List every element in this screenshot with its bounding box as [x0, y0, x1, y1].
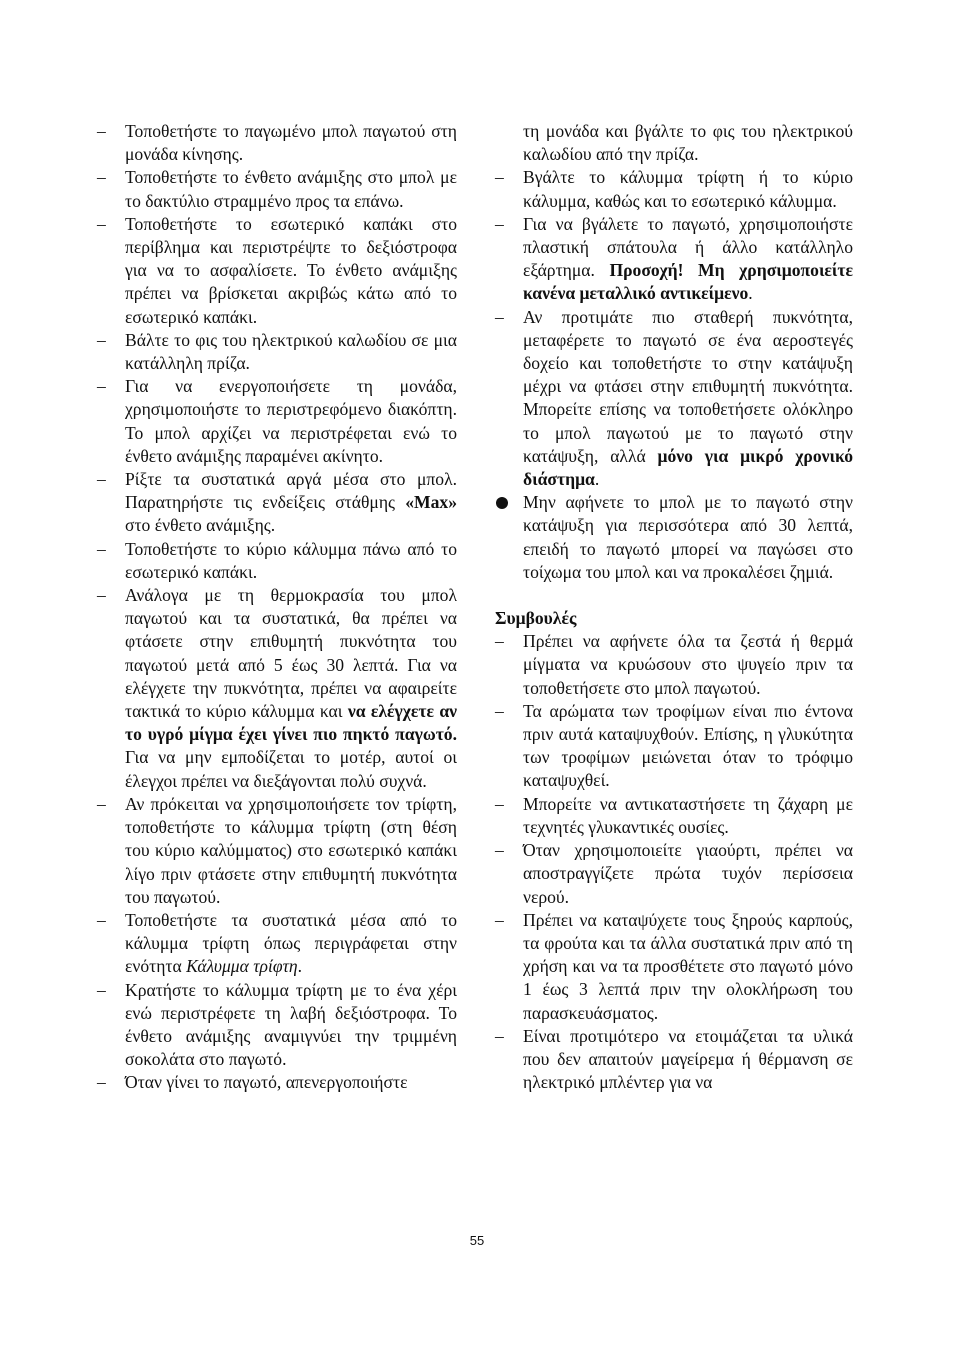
list-item	[97, 979, 457, 1072]
list-item	[495, 213, 853, 306]
item-text: Όταν γίνει το παγωτό, απενεργοποιήστε	[125, 1072, 408, 1093]
list-item	[97, 584, 457, 793]
right-column	[495, 120, 853, 1094]
dash-marker: –	[97, 1072, 106, 1093]
dash-marker: –	[97, 213, 106, 234]
tip-item	[495, 700, 853, 793]
dash-marker: –	[495, 909, 504, 930]
emphasis-text: να ελέγχετε αν το υγρό μίγμα έχει γίνει πιο πηκτό παγωτό.	[125, 701, 457, 745]
item-text: Για να ενεργοποιήσετε τη μονάδα, χρησιμοποιήστε το περιστρεφόμενο διακόπτη. Το μπολ αρχίζει να περιστρέφεται ενώ το ένθετο ανάμιξης παραμένει ακίνητο.	[125, 376, 457, 466]
tip-item	[495, 1025, 853, 1095]
item-text: .	[297, 956, 303, 977]
list-item	[97, 329, 457, 375]
tip-text: Είναι προτιμότερο να ετοιμάζεται τα υλικά που δεν απαιτούν μαγείρεμα ή θέρμανση σε ηλεκτρικό μπλέντερ για να	[523, 1025, 853, 1093]
item-text: Τοποθετήστε το παγωμένο μπολ παγωτού στη μονάδα κίνησης.	[125, 121, 457, 165]
tip-item	[495, 793, 853, 839]
list-item	[97, 468, 457, 538]
dash-marker: –	[495, 167, 504, 188]
list-item	[97, 1071, 457, 1094]
list-item	[97, 538, 457, 584]
continued-text: τη μονάδα και βγάλτε το φις του ηλεκτρικού καλωδίου από την πρίζα.	[523, 121, 853, 165]
tip-item	[495, 630, 853, 700]
dash-marker: –	[97, 979, 106, 1000]
list-item	[97, 166, 457, 212]
bullet-note	[495, 491, 853, 584]
section-reference: Κάλυμμα τρίφτη	[186, 956, 298, 977]
list-item	[97, 120, 457, 166]
list-item	[97, 909, 457, 979]
list-item	[495, 166, 853, 212]
dash-marker: –	[97, 469, 106, 490]
item-text: .	[748, 283, 753, 304]
page-number: 55	[469, 1233, 485, 1248]
dash-marker: –	[97, 909, 106, 930]
item-text: Τοποθετήστε τα συστατικά μέσα από το κάλυμμα τρίφτη όπως περιγράφεται στην ενότητα	[125, 909, 457, 977]
bullet-icon	[496, 497, 508, 509]
item-text: Για να μην εμποδίζεται το μοτέρ, αυτοί οι έλεγχοι πρέπει να διεξάγονται πολύ συχνά.	[125, 747, 457, 791]
dash-marker: –	[495, 1025, 504, 1046]
tip-text: Μπορείτε να αντικαταστήσετε τη ζάχαρη με τεχνητές γλυκαντικές ουσίες.	[523, 793, 853, 837]
dash-marker: –	[495, 840, 504, 861]
left-column	[97, 120, 457, 1095]
tip-item	[495, 909, 853, 1025]
dash-marker: –	[97, 538, 106, 559]
warning-text: Προσοχή! Μη χρησιμοποιείτε κανένα μεταλλικό αντικείμενο	[523, 260, 853, 304]
dash-marker: –	[495, 306, 504, 327]
tips-heading: Συμβουλές	[495, 608, 577, 629]
item-text: Τοποθετήστε το ένθετο ανάμιξης στο μπολ με το δακτύλιο στραμμένο προς τα επάνω.	[125, 167, 457, 211]
item-text: Κρατήστε το κάλυμμα τρίφτη με το ένα χέρι ενώ περιστρέφετε τη λαβή δεξιόστροφα. Το ένθετο ανάμιξης αναμιγνύει την τριμμένη σοκολάτα στο παγωτό.	[125, 979, 457, 1070]
dash-marker: –	[495, 700, 504, 721]
dash-marker: –	[97, 793, 106, 814]
dash-marker: –	[97, 329, 106, 350]
max-label: «Max»	[405, 492, 457, 513]
dash-marker: –	[97, 167, 106, 188]
dash-marker: –	[97, 376, 106, 397]
dash-marker: –	[97, 121, 106, 141]
emphasis-text: μόνο για μικρό χρονικό διάστημα	[523, 445, 854, 490]
dash-marker: –	[495, 213, 504, 234]
item-text: Αν προτιμάτε πιο σταθερή πυκνότητα, μεταφέρετε το παγωτό σε ένα αεροστεγές δοχείο και τοποθετήστε το στην κατάψυξη μέχρι να φτάσει στην επιθυμητή πυκνότητα. Μπορείτε επίσης να τοποθετήσετε ολόκληρο το μπολ παγωτού με το παγωτό στην κατάψυξη, αλλά	[523, 306, 853, 466]
item-text: Τοποθετήστε το κύριο κάλυμμα πάνω από το εσωτερικό καπάκι.	[125, 538, 457, 582]
list-item	[97, 793, 457, 909]
item-text: στο ένθετο ανάμιξης.	[125, 515, 276, 536]
tip-text: Πρέπει να αφήνετε όλα τα ζεστά ή θερμά μίγματα να κρυώσουν στο ψυγείο πριν τα τοποθετήσετε στο μπολ παγωτού.	[523, 631, 853, 698]
item-text: Ανάλογα με τη θερμοκρασία του μπολ παγωτού και τα συστατικά, θα πρέπει να φτάσετε στην επιθυμητή πυκνότητα του παγωτού μετά από 5 έως 30 λεπτά. Για να ελέγχετε την πυκνότητα, πρέπει να αφαιρείτε τακτικά το κύριο κάλυμμα και	[125, 585, 457, 722]
list-item	[97, 213, 457, 329]
item-text: Ρίξτε τα συστατικά αργά μέσα στο μπολ. Παρατηρήστε τις ενδείξεις στάθμης	[125, 469, 457, 513]
item-text: Βγάλτε το κάλυμμα τρίφτη ή το κύριο κάλυμμα, καθώς και το εσωτερικό κάλυμμα.	[523, 167, 853, 211]
tip-text: Πρέπει να καταψύχετε τους ξηρούς καρπούς, τα φρούτα και τα άλλα συστατικά πριν από τη χρήση και να τα προσθέτετε στο παγωτό μόνο 1 έως 3 λεπτά πριν την ολοκλήρωση του παρασκευάσματος.	[523, 909, 853, 1023]
dash-marker: –	[97, 585, 106, 606]
dash-marker: –	[495, 793, 504, 814]
item-text: Για να βγάλετε το παγωτό, χρησιμοποιήστε πλαστική σπάτουλα ή άλλο κατάλληλο εξάρτημα.	[523, 213, 853, 281]
list-item	[495, 306, 853, 492]
item-text: .	[594, 469, 600, 490]
tip-text: Όταν χρησιμοποιείτε γιαούρτι, πρέπει να αποστραγγίζετε πρώτα τυχόν περίσσεια νερού.	[523, 840, 853, 907]
dash-marker: –	[495, 631, 504, 652]
tip-item	[495, 839, 853, 909]
item-text: Αν πρόκειται να χρησιμοποιήσετε τον τρίφτη, τοποθετήστε το κάλυμμα τρίφτη (στη θέση του κύριο καλύμματος) στο εσωτερικό καπάκι λίγο πριν φτάσετε στην επιθυμητή πυκνότητα του παγωτού.	[125, 793, 457, 907]
list-item	[97, 375, 457, 468]
note-text: Μην αφήνετε το μπολ με το παγωτό στην κατάψυξη για περισσότερα από 30 λεπτά, επειδή το παγωτό μπορεί να παγώσει στο τοίχωμα του μπολ και να προκαλέσει ζημιά.	[523, 492, 853, 582]
item-text: Βάλτε το φις του ηλεκτρικού καλωδίου σε μια κατάλληλη πρίζα.	[125, 329, 457, 374]
tip-text: Τα αρώματα των τροφίμων είναι πιο έντονα πριν αυτά καταψυχθούν. Επίσης, η γλυκύτητα των τροφίμων μειώνεται όταν το τρόφιμο καταψυχθεί.	[523, 700, 853, 791]
item-text: Τοποθετήστε το εσωτερικό καπάκι στο περίβλημα και περιστρέψτε το δεξιόστροφα για να το ασφαλίσετε. Το ένθετο ανάμιξης πρέπει να βρίσκεται ακριβώς κάτω από το εσωτερικό καπάκι.	[125, 213, 457, 327]
